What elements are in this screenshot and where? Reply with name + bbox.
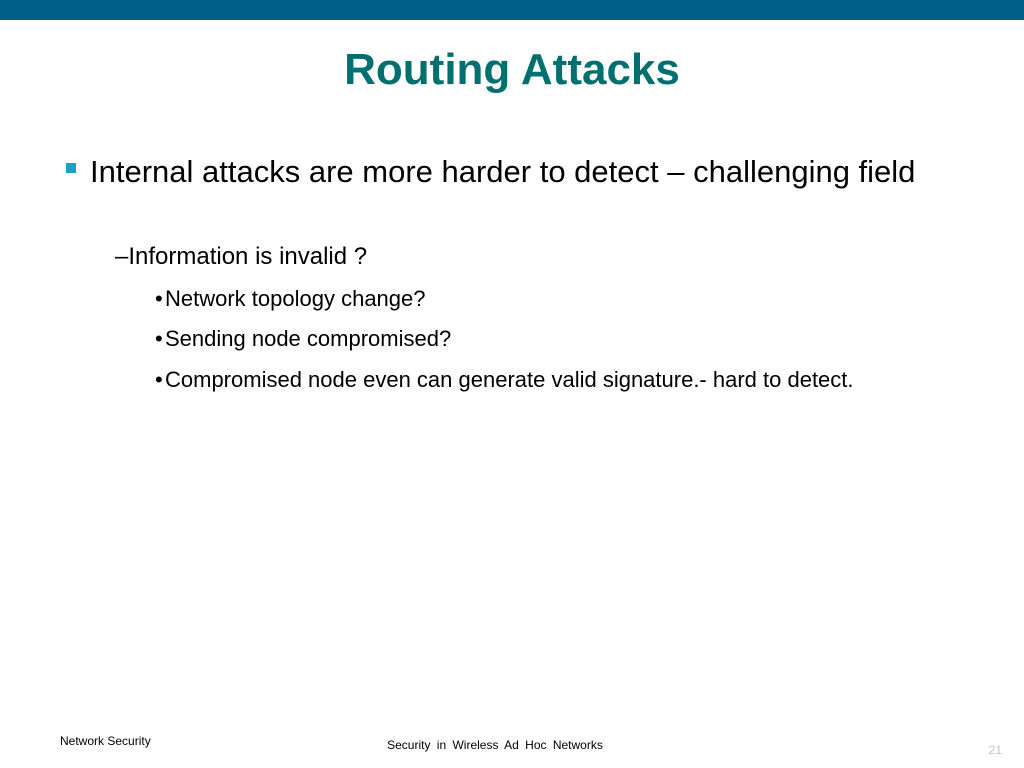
footer-center-text: Security in Wireless Ad Hoc Networks (387, 738, 603, 752)
page-number: 21 (988, 743, 1002, 757)
bullet-level-3-item (155, 285, 426, 313)
slide-title: Routing Attacks (344, 45, 680, 94)
bullet-level-3-text: Compromised node even can generate valid signature.- hard to detect. (165, 367, 854, 392)
square-bullet-icon (66, 163, 76, 173)
dot-bullet-icon: • (155, 286, 163, 311)
bullet-level-1-text: Internal attacks are more harder to detect – challenging field (90, 154, 916, 189)
bullet-level-2: –Information is invalid ? (115, 243, 368, 270)
bullet-level-3-text: Sending node compromised? (165, 326, 452, 351)
bullet-level-3-item (155, 366, 854, 394)
dot-bullet-icon: • (155, 326, 163, 351)
bullet-level-3-text: Network topology change? (165, 286, 426, 311)
top-banner-bar (0, 0, 1024, 20)
dot-bullet-icon: • (155, 367, 163, 392)
footer-left-text: Network Security (60, 734, 151, 748)
bullet-level-3-item (155, 325, 451, 353)
